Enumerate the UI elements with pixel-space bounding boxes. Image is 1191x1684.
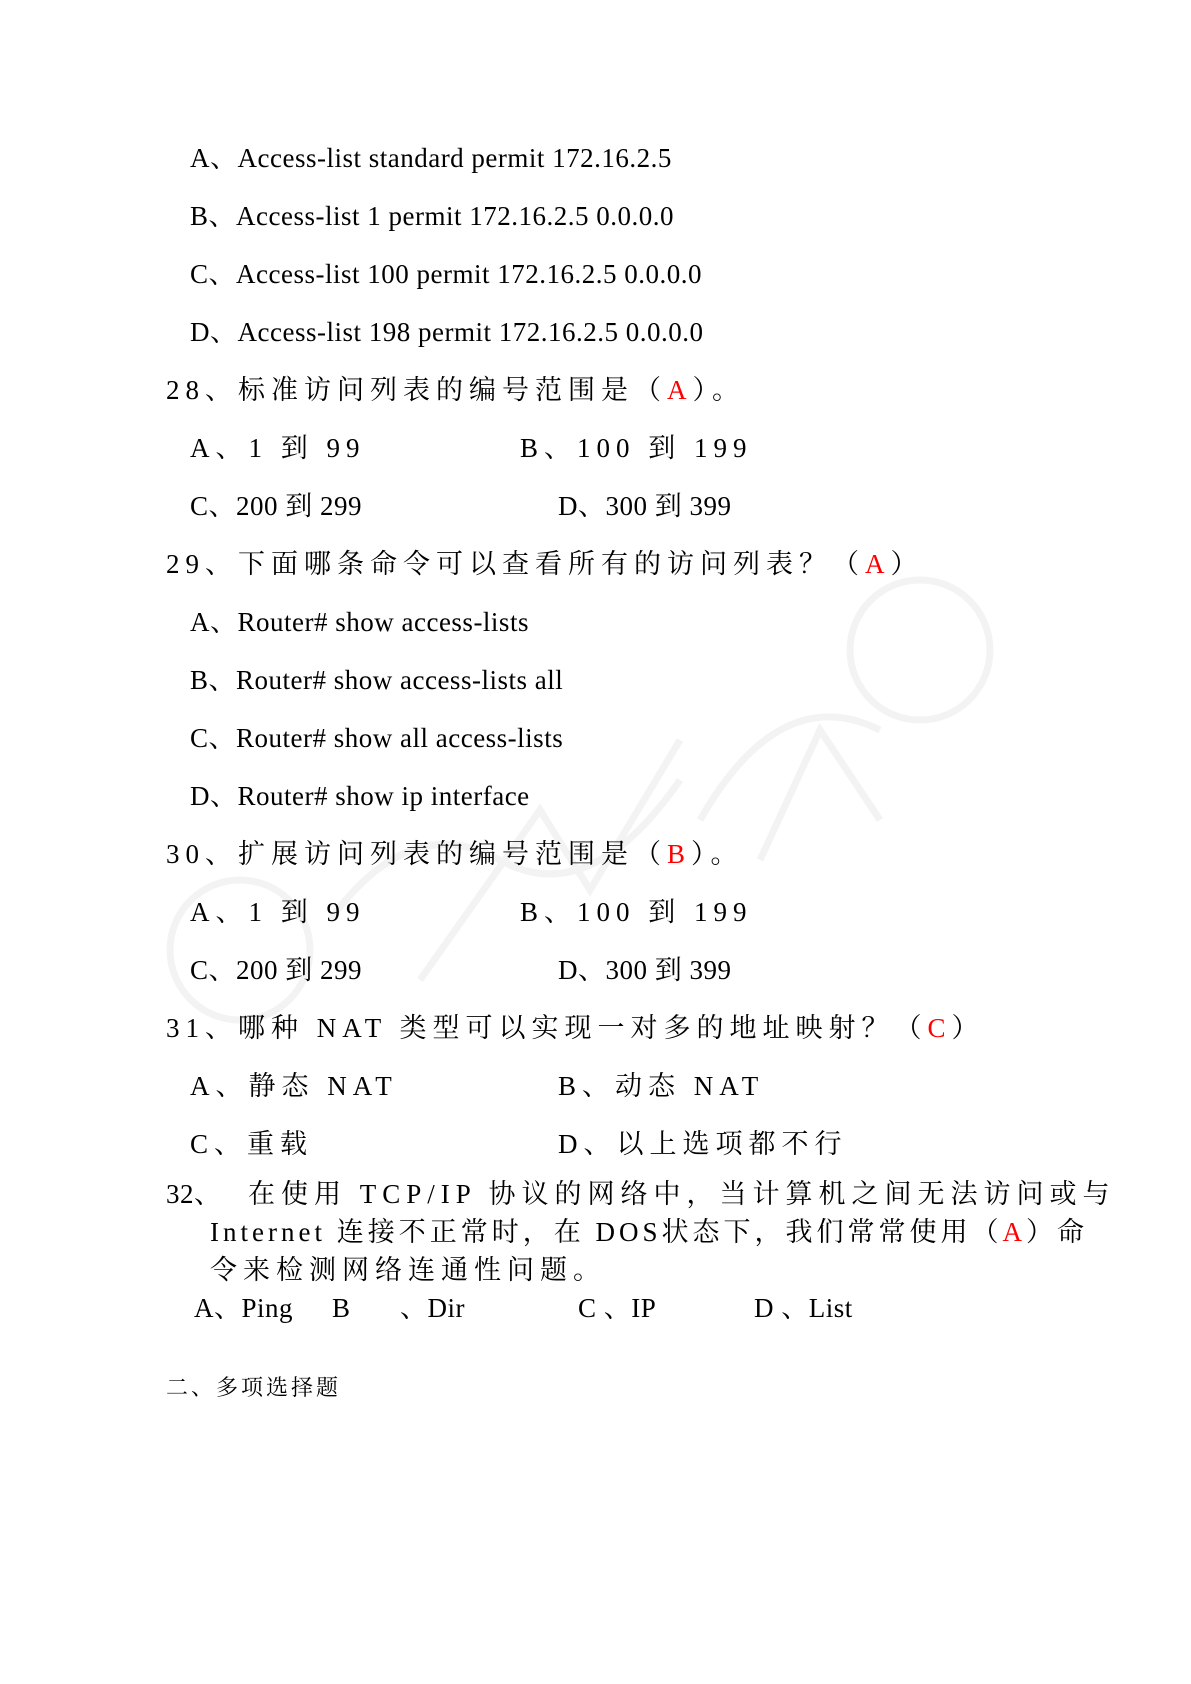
q32-number: 32、 — [166, 1179, 222, 1209]
q30-suffix: ）。 — [691, 839, 744, 869]
q32-option-a: A、Ping — [194, 1293, 294, 1323]
q27-option-c: C、Access-list 100 permit 172.16.2.5 0.0.0.0 — [190, 259, 702, 289]
q28-answer: A — [667, 375, 693, 405]
q30-answer: B — [667, 839, 692, 869]
q32-option-d: D 、List — [754, 1293, 853, 1323]
section-title: 二、多项选择题 — [166, 1375, 342, 1400]
q31-suffix: ） — [951, 1013, 985, 1043]
question-29 — [166, 548, 924, 580]
q32-option-b-letter: B — [332, 1293, 351, 1323]
q29-text: 29、下面哪条命令可以查看所有的访问列表？（ — [166, 549, 865, 579]
q27-option-b: B、Access-list 1 permit 172.16.2.5 0.0.0.0 — [190, 201, 674, 231]
q28-text: 28、标准访问列表的编号范围是（ — [166, 375, 667, 405]
q32-option-c: C 、IP — [578, 1293, 657, 1323]
q27-option-a: A、Access-list standard permit 172.16.2.5 — [190, 143, 672, 173]
q28-option-c: C、200 到 299 — [190, 491, 363, 521]
q29-option-c: C、Router# show all access-lists — [190, 723, 564, 753]
question-28 — [166, 374, 745, 406]
q29-option-a: A、Router# show access-lists — [190, 607, 529, 637]
q28-option-b: B、100 到 199 — [520, 433, 753, 463]
q27-option-d: D、Access-list 198 permit 172.16.2.5 0.0.0.0 — [190, 317, 704, 347]
q30-text: 30、扩展访问列表的编号范围是（ — [166, 839, 667, 869]
q32-answer: A — [1002, 1217, 1026, 1247]
q29-answer: A — [865, 549, 891, 579]
q29-option-b: B、Router# show access-lists all — [190, 665, 564, 695]
q32-option-b-text: 、Dir — [400, 1293, 465, 1323]
q32-line-3: 令来检测网络连通性问题。 — [210, 1255, 606, 1285]
q31-option-b: B、动态 NAT — [558, 1071, 765, 1101]
q29-suffix: ） — [890, 549, 924, 579]
q31-text: 31、哪种 NAT 类型可以实现一对多的地址映射？（ — [166, 1013, 928, 1043]
q31-option-a: A、静态 NAT — [190, 1071, 398, 1101]
q28-suffix: ）。 — [692, 375, 745, 405]
question-31 — [166, 1012, 985, 1044]
q31-answer: C — [927, 1013, 952, 1043]
q31-option-c: C、重载 — [190, 1129, 314, 1159]
q32-line-1: 在使用 TCP/IP 协议的网络中，当计算机之间无法访问或与 — [248, 1179, 1116, 1209]
q30-option-b: B、100 到 199 — [520, 897, 753, 927]
q29-option-d: D、Router# show ip interface — [190, 781, 530, 811]
q28-option-a: A、1 到 99 — [190, 433, 366, 463]
q30-option-c: C、200 到 299 — [190, 955, 363, 985]
q30-option-a: A、1 到 99 — [190, 897, 366, 927]
q32-line-2 — [210, 1216, 1088, 1248]
q32-line-2-text: Internet 连接不正常时，在 DOS状态下，我们常常使用（ — [210, 1217, 1003, 1247]
q30-option-d: D、300 到 399 — [558, 955, 732, 985]
q31-option-d: D、以上选项都不行 — [558, 1129, 848, 1159]
q32-line-2-suffix: ）命 — [1025, 1217, 1088, 1247]
q28-option-d: D、300 到 399 — [558, 491, 732, 521]
question-30 — [166, 838, 744, 870]
